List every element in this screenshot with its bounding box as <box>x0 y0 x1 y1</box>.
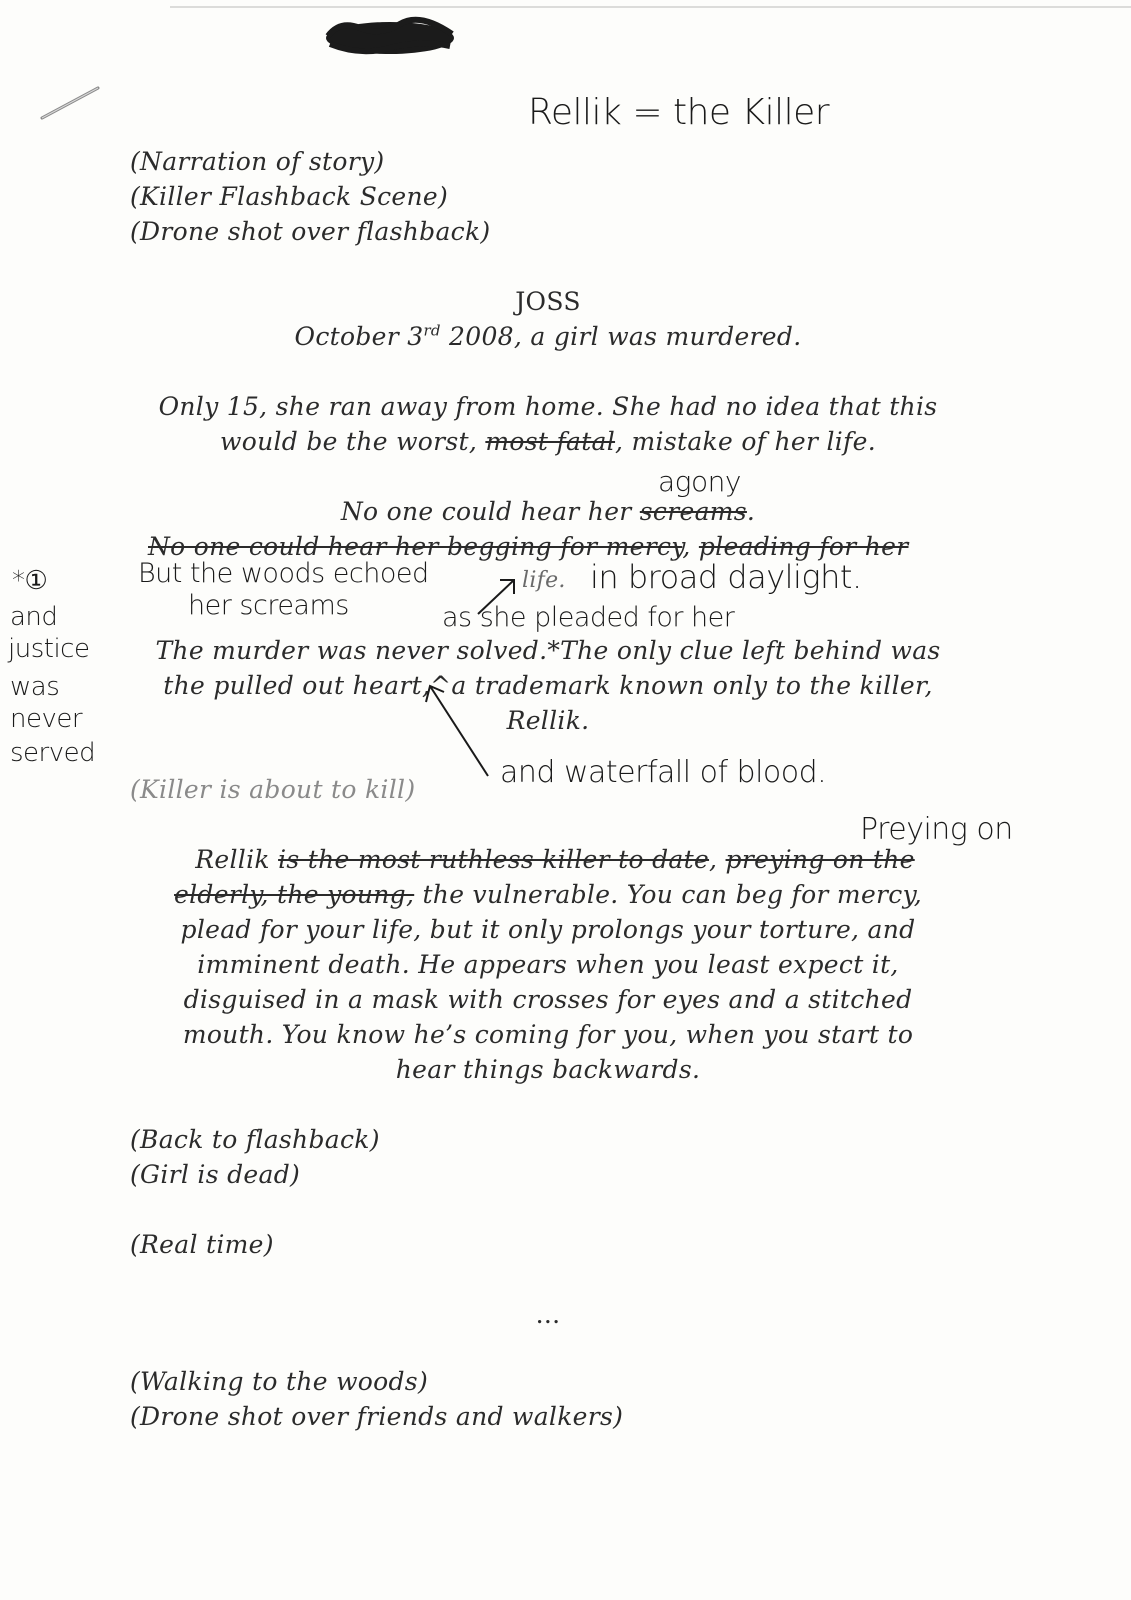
date-text-rest: 2008, a girl was murdered. <box>440 322 802 351</box>
text-span: would be the worst, <box>220 427 486 456</box>
dialogue-line: plead for your life, but it only prolongs your torture, and <box>180 915 916 944</box>
date-suffix: rd <box>423 321 441 340</box>
stage-direction: (Walking to the woods) <box>130 1367 428 1396</box>
dialogue-line <box>0 842 1110 877</box>
stage-direction: (Drone shot over flashback) <box>130 217 491 246</box>
margin-note-line: justice <box>8 634 90 664</box>
dialogue-line <box>0 319 1096 354</box>
text-span: No one could hear her <box>340 497 640 526</box>
redaction-scribble <box>320 14 460 62</box>
dialogue-line: Rellik. <box>506 706 590 735</box>
dialogue-line: Only 15, she ran away from home. She had no idea that this <box>158 392 938 421</box>
margin-note-line: never <box>10 704 83 734</box>
dialogue-line <box>0 877 1096 912</box>
margin-footnote-marker: *① <box>12 566 48 596</box>
dialogue-fragment: life. <box>522 568 566 593</box>
text-span: , <box>709 845 726 874</box>
dialogue-line <box>0 494 1096 529</box>
arrow-icon <box>418 676 498 786</box>
dialogue-line: imminent death. He appears when you least expect it, <box>197 950 899 979</box>
stage-direction: (Killer is about to kill) <box>130 775 416 804</box>
struck-text: preying on the <box>725 845 915 874</box>
ellipsis: ... <box>535 1300 561 1329</box>
handwritten-woods-echoed: But the woods echoed <box>138 558 429 589</box>
struck-text: most fatal <box>485 427 616 456</box>
stage-direction: (Narration of story) <box>130 147 385 176</box>
arrow-icon <box>470 570 530 620</box>
handwritten-her-screams: her screams <box>188 590 349 621</box>
dialogue-line: The murder was never solved.*The only clue left behind was <box>155 636 941 665</box>
scan-edge <box>0 0 1131 20</box>
handwritten-broad-daylight: in broad daylight. <box>590 558 862 596</box>
text-span: . <box>746 497 756 526</box>
stage-direction: (Drone shot over friends and walkers) <box>130 1402 624 1431</box>
text-span: , mistake of her life. <box>615 427 876 456</box>
dialogue-line: the pulled out heart,^a trademark known only to the killer, <box>163 671 933 700</box>
struck-text: screams <box>639 497 747 526</box>
struck-text: is the most ruthless killer to date <box>278 845 710 874</box>
text-span: the vulnerable. You can beg for mercy, <box>414 880 922 909</box>
dialogue-line: mouth. You know he’s coming for you, when you start to <box>182 1020 914 1049</box>
stage-direction: (Back to flashback) <box>130 1125 380 1154</box>
margin-note-line: and <box>10 602 58 632</box>
stage-direction: (Real time) <box>130 1230 274 1259</box>
handwritten-agony: agony <box>658 465 741 498</box>
date-text: October 3 <box>294 322 424 351</box>
handwritten-header-note: Rellik = the Killer <box>528 92 830 133</box>
handwritten-preying-on: Preying on <box>860 812 1013 847</box>
handwritten-pleaded: as she pleaded for her <box>442 602 735 633</box>
handwritten-waterfall: and waterfall of blood. <box>500 755 827 790</box>
staple-mark <box>36 80 106 126</box>
text-span: Rellik <box>195 845 279 874</box>
struck-text: No one could hear her begging for mercy <box>148 532 683 561</box>
struck-text: elderly, the young, <box>174 880 415 909</box>
stage-direction: (Killer Flashback Scene) <box>130 182 449 211</box>
dialogue-line: disguised in a mask with crosses for eyes and a stitched <box>183 985 913 1014</box>
struck-text: pleading for her <box>698 532 909 561</box>
margin-note-line: served <box>10 738 96 768</box>
dialogue-line <box>0 424 1096 459</box>
margin-note-line: was <box>10 672 60 702</box>
character-name: JOSS <box>515 287 581 316</box>
stage-direction: (Girl is dead) <box>130 1160 301 1189</box>
text-span: , <box>682 532 699 561</box>
dialogue-line: hear things backwards. <box>395 1055 701 1084</box>
